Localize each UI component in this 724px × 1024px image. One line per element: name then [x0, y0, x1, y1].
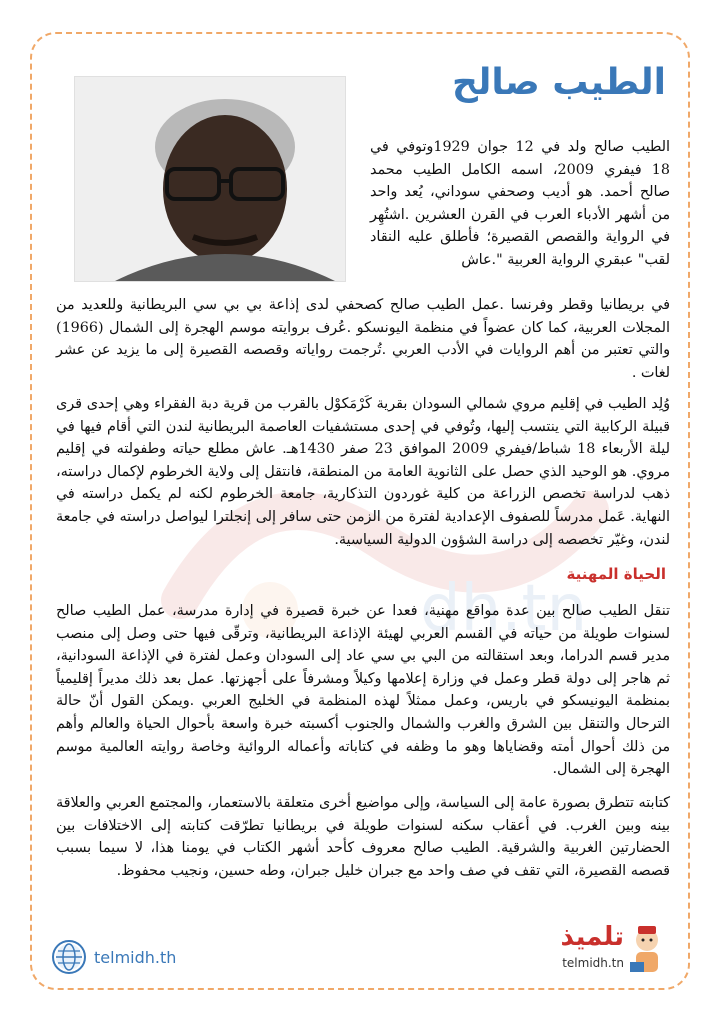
footer-website[interactable]: [52, 940, 176, 974]
globe-icon: [52, 940, 86, 974]
intro-full-width: في بريطانيا وقطر وفرنسا .عمل الطيب صالح كصحفي لدى إذاعة بي بي سي البريطانية وللعديد من المجلات العربية، كما كان عضواً في منظمة اليونسكو .عُرف بروايته موسم الهجرة إلى الشمال (1966) والتي تعتبر من أهم الروايات في الأدب العربي .تُرجمت رواياته وقصصه القصيرة إلى ما يزيد عن عشر لغات .: [56, 297, 670, 381]
page-title: الطيب صالح: [451, 62, 666, 103]
paragraph-birth: وُلِد الطيب في إقليم مروي شمالي السودان بقرية كَرْمَكوْل بالقرب من قرية دبة الفقراء وهي إحدى قرى قبيلة الركابية التي ينتسب إليها، وتُوفي في إحدى مستشفيات العاصمة البريطانية لندن التي أقام فيها في ليلة الأربعاء 18 شباط/فيفري 2009 الموافق 23 صفر 1430هـ. عاش مطلع حياته وطفولته في إقليم مروي. هو الوحيد الذي حصل على الثانوية العامة من المنطقة، فانتقل إلى ولاية الخرطوم لإكمال دراسته، ذهب لدراسة تخصص الزراعة من كلية غوردون التذكارية، جامعة الخرطوم لكنه لم يكمل دراسته في النهاية. عَمل مدرساً للصفوف الإعدادية لفترة من الزمن حتى سافر إلى إنجلترا ليواصل دراسته في جامعة لندن، وغيّر تخصصه إلى دراسة الشؤون الدولية السياسية.: [56, 396, 670, 548]
brand-english: telmidh.tn: [562, 956, 624, 970]
brand-arabic: تلميذ: [560, 922, 624, 952]
portrait-photo: [74, 76, 346, 282]
intro-beside-photo: الطيب صالح ولد في 12 جوان 1929وتوفي في 18 فيفري 2009، اسمه الكامل الطيب محمد صالح أحمد. هو أديب وصحفي سوداني، يُعد واحد من أشهر الأدباء العرب في القرن العشرين .اشتُهِر في الرواية والقصص القصيرة؛ فأطلق عليه النقاد لقب" عبقري الرواية العربية ".عاش: [370, 139, 670, 268]
paragraph-career: تنقل الطيب صالح بين عدة مواقع مهنية، فعدا عن خبرة قصيرة في إدارة مدرسة، عمل الطيب صالح لسنوات طويلة من حياته في القسم العربي لهيئة الإذاعة البريطانية، وترقّى فيها حتى وصل إلى منصب مدير قسم الدراما، وبعد استقالته من البي بي سي عاد إلى السودان وعمل لفترة في الإذاعة السودانية، ثم هاجر إلى دولة قطر وعمل في وزارة إعلامها وكيلاً ومشرفاً على أجهزتها. عمل بعد ذلك مديراً إقليمياً بمنظمة اليونيسكو في باريس، وعمل ممثلاً لهذه المنظمة في الخليج العربي .ويمكن القول أنّ حالة الترحال والتنقل بين الشرق والغرب والشمال والجنوب أكسبته خبرة واسعة بأحوال الحياة والعالم وأهم من ذلك أحوال أمته وقضاياها وهو ما وظفه في كتاباته وأعماله الروائية وخاصة روايته العالمية موسم الهجرة إلى الشمال.: [56, 603, 670, 778]
section-title-career: الحياة المهنية: [566, 565, 666, 583]
footer-url[interactable]: telmidh.th: [94, 947, 177, 967]
mascot-icon: [626, 924, 668, 978]
svg-text:dh.tn: dh.tn: [420, 572, 588, 646]
footer-brand: [548, 922, 668, 980]
paragraph-writing: كتابته تتطرق بصورة عامة إلى السياسة، وإلى مواضيع أخرى متعلقة بالاستعمار، والمجتمع العربي والعلاقة بينه وبين الغرب. في أعقاب سكنه لسنوات طويلة في بريطانيا تطرّقت كتابته إلى الاختلافات بين الحضارتين الغربية والشرقية. الطيب صالح معروف كأحد أشهر الكتاب في يومنا هذا، لا سيما بسبب قصصه القصيرة، التي تقف في صف واحد مع جبران خليل جبران، وطه حسين، ونجيب محفوظ.: [56, 795, 670, 879]
